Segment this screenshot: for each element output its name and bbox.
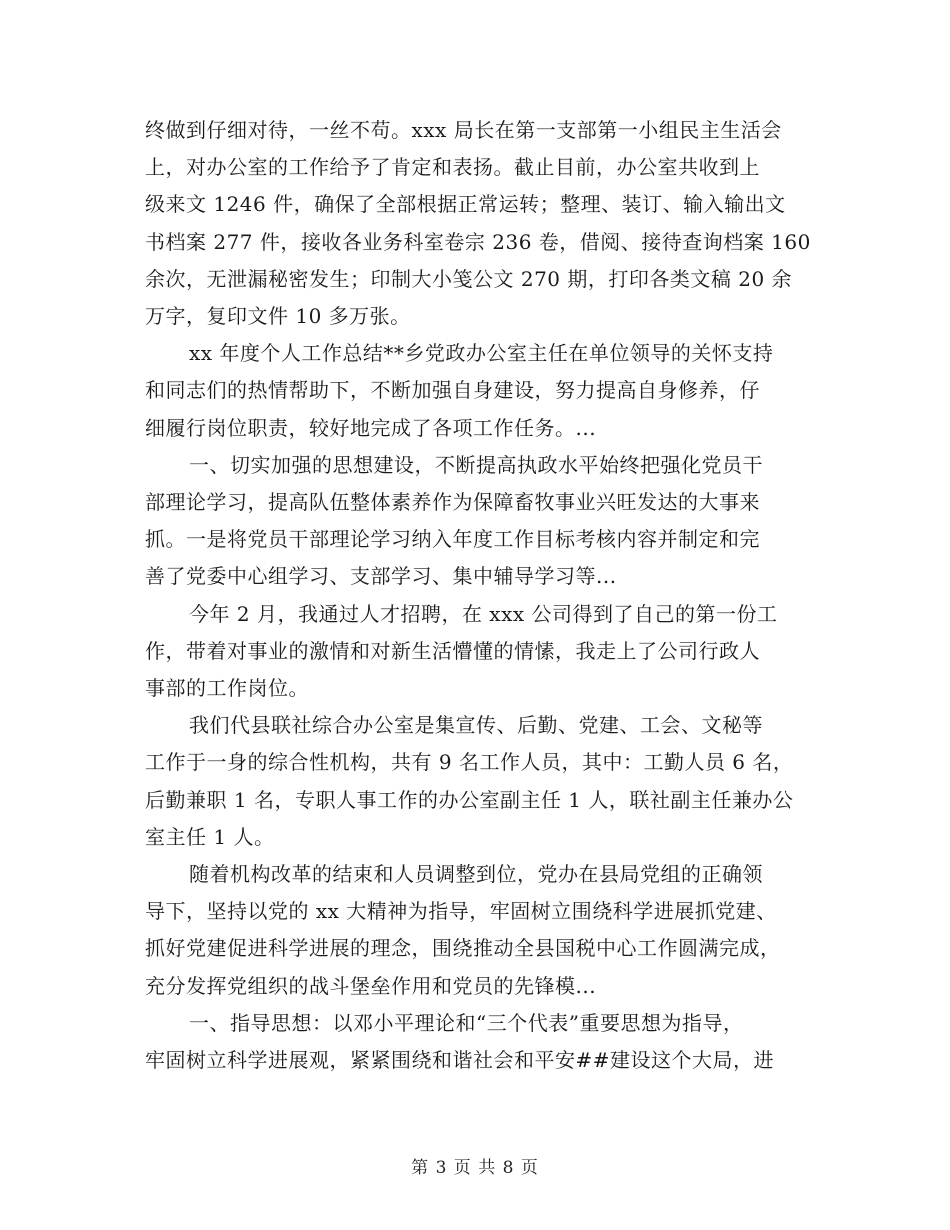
page-number-footer: 第 3 页 共 8 页 (411, 1158, 539, 1178)
paragraph-1 (145, 112, 813, 335)
text-line: 后勤兼职 1 名，专职人事工作的办公室副主任 1 人，联社副主任兼办公 (145, 787, 794, 812)
text-line: 万字，复印文件 10 多万张。 (145, 304, 411, 329)
paragraph-7 (145, 1005, 813, 1079)
text-line: 今年 2 月，我通过人才招聘，在 xxx 公司得到了自己的第一份工 (189, 601, 778, 626)
text-line: 随着机构改革的结束和人员调整到位，党办在县局党组的正确领 (189, 862, 763, 887)
text-line: 善了党委中心组学习、支部学习、集中辅导学习等... (145, 564, 617, 589)
paragraph-5 (145, 707, 813, 856)
text-line: 一、指导思想：以邓小平理论和“三个代表”重要思想为指导， (189, 1010, 744, 1035)
text-line: 级来文 1246 件，确保了全部根据正常运转；整理、装订、输入输出文 (145, 192, 786, 217)
text-line: 一、切实加强的思想建设，不断提高执政水平始终把强化党员干 (189, 452, 763, 477)
text-line: 充分发挥党组织的战斗堡垒作用和党员的先锋模... (145, 973, 597, 998)
text-line: 抓好党建促进科学进展的理念，围绕推动全县国税中心工作圆满完成， (145, 936, 781, 961)
paragraph-6 (145, 856, 813, 1005)
text-line: 事部的工作岗位。 (145, 676, 309, 701)
text-line: 终做到仔细对待，一丝不苟。xxx 局长在第一支部第一小组民主生活会 (145, 118, 782, 142)
paragraph-3 (145, 447, 813, 596)
text-line: 我们代县联社综合办公室是集宣传、后勤、党建、工会、文秘等 (189, 713, 763, 738)
paragraph-4 (145, 596, 813, 708)
text-line: 室主任 1 人。 (145, 824, 275, 849)
text-line: 细履行岗位职责，较好地完成了各项工作任务。... (145, 415, 597, 440)
text-line: 部理论学习，提高队伍整体素养作为保障畜牧事业兴旺发达的大事来 (145, 490, 760, 515)
paragraph-2 (145, 335, 813, 447)
text-line: 书档案 277 件，接收各业务科室卷宗 236 卷，借阅、接待查询档案 160 (145, 229, 811, 254)
text-line: xx 年度个人工作总结**乡党政办公室主任在单位领导的关怀支持 (189, 341, 774, 366)
text-line: 作，带着对事业的激情和对新生活懵懂的情愫，我走上了公司行政人 (145, 638, 760, 663)
text-line: 上，对办公室的工作给予了肯定和表扬。截止目前，办公室共收到上 (145, 155, 760, 180)
text-line: 余次，无泄漏秘密发生；印制大小笺公文 270 期，打印各类文稿 20 余 (145, 266, 793, 291)
text-line: 抓。一是将党员干部理论学习纳入年度工作目标考核内容并制定和完 (145, 527, 760, 552)
text-line: 导下，坚持以党的 xx 大精神为指导，牢固树立围绕科学进展抓党建、 (145, 899, 777, 924)
text-line: 工作于一身的综合性机构，共有 9 名工作人员，其中：工勤人员 6 名， (145, 750, 794, 775)
document-body (145, 112, 813, 1079)
text-line: 牢固树立科学进展观，紧紧围绕和谐社会和平安##建设这个大局，进 (145, 1048, 775, 1073)
text-line: 和同志们的热情帮助下，不断加强自身建设，努力提高自身修养，仔 (145, 378, 760, 403)
